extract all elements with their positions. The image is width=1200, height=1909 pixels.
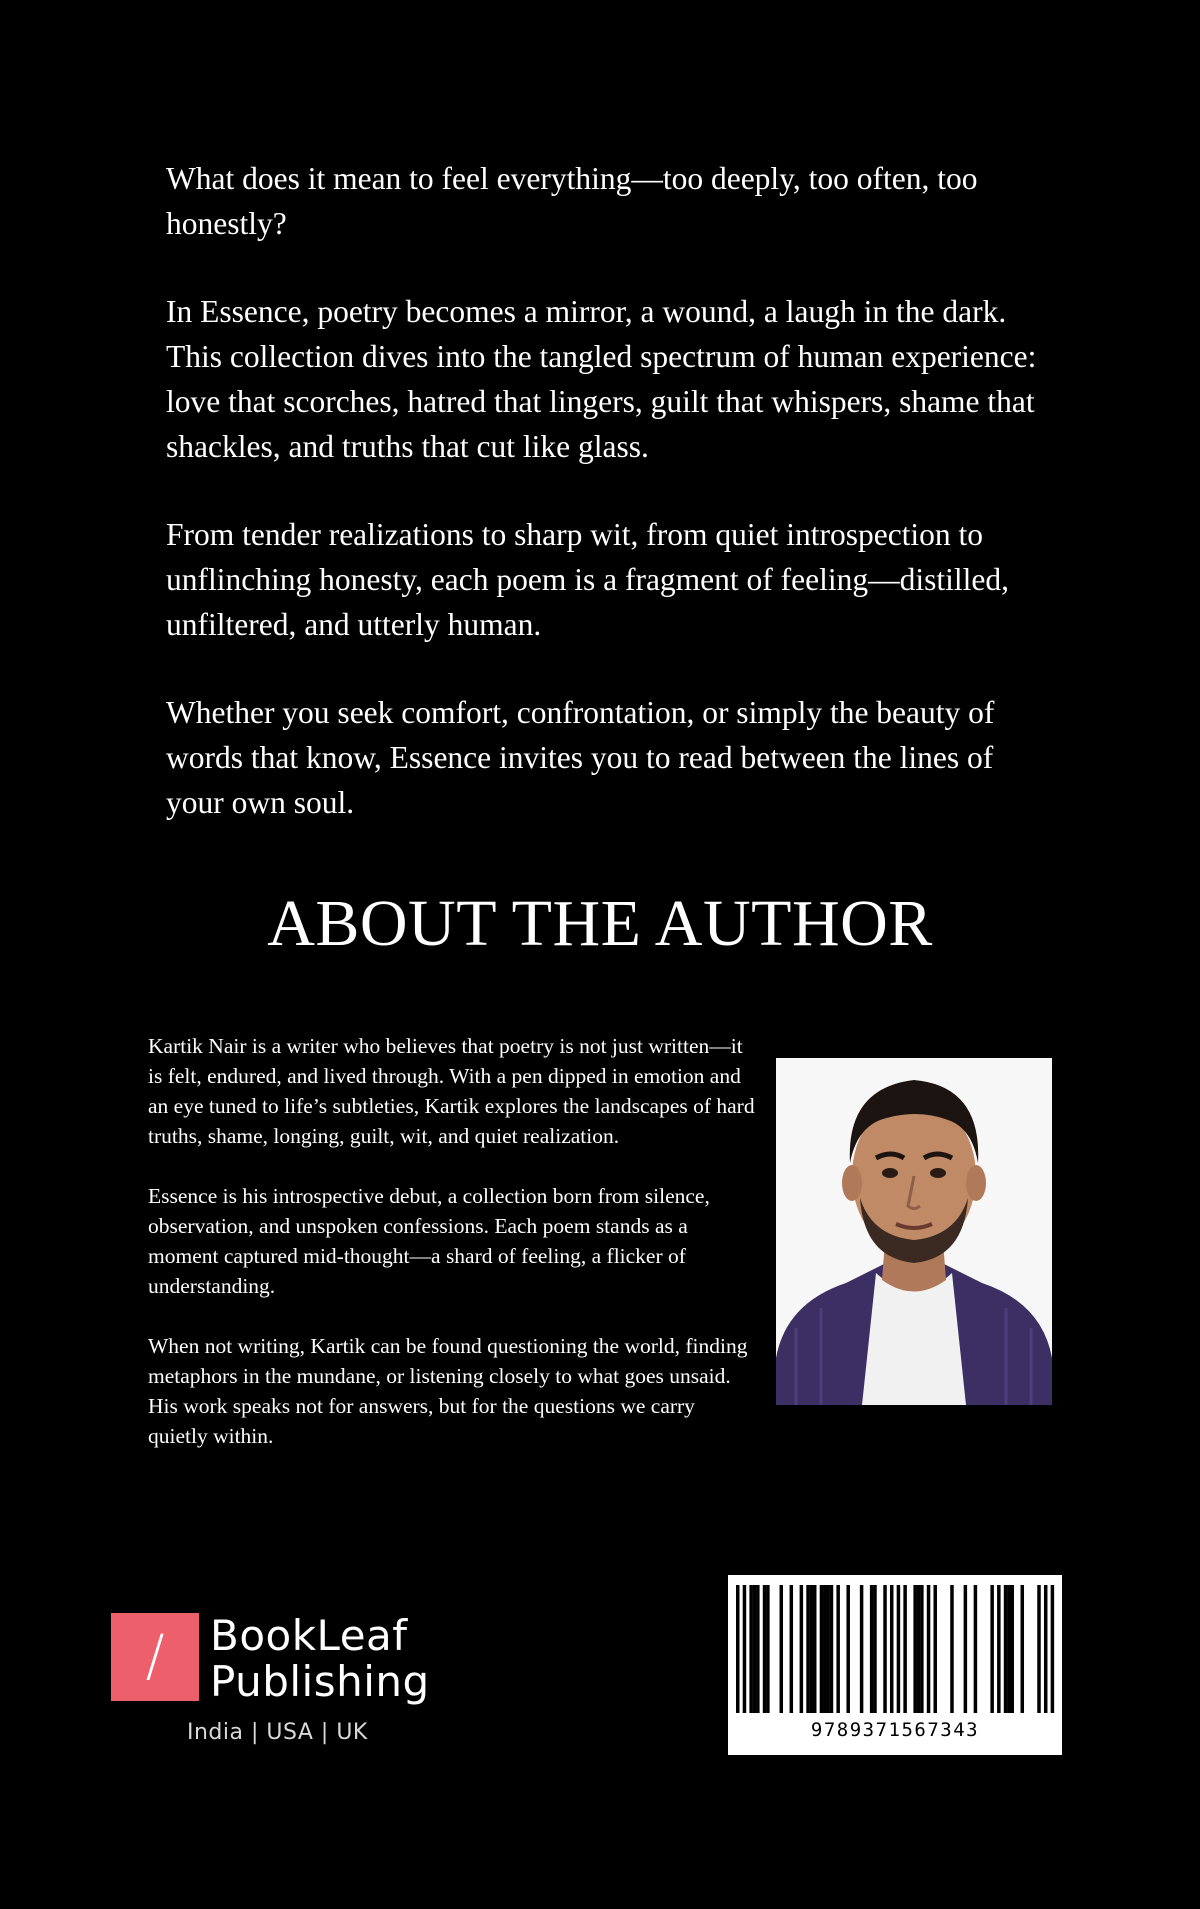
barcode-bar	[1010, 1585, 1014, 1713]
barcode-bar	[836, 1585, 840, 1713]
publisher-mark-icon: /	[111, 1613, 199, 1701]
barcode-bar	[964, 1585, 968, 1713]
barcode-bar	[1037, 1585, 1041, 1713]
barcode-bar	[870, 1585, 874, 1713]
barcode-bar	[950, 1585, 954, 1713]
barcode-bar	[743, 1585, 747, 1713]
publisher-name-line: BookLeaf	[210, 1611, 408, 1660]
barcode-bar	[806, 1585, 810, 1713]
bio-paragraph: When not writing, Kartik can be found questioning the world, finding metaphors in the mundane, or listening closely to what goes unsaid. His work speaks not for answers, but for the questions we carry quietly within.	[148, 1334, 748, 1448]
publisher-name	[210, 1613, 430, 1705]
barcode-bar	[974, 1585, 978, 1713]
barcode-bars	[728, 1575, 1062, 1715]
barcode-bar	[749, 1585, 753, 1713]
barcode-bar	[1007, 1585, 1011, 1713]
author-bio	[148, 1031, 758, 1481]
barcode-bar	[920, 1585, 924, 1713]
barcode-bar	[873, 1585, 877, 1713]
barcode-bar	[823, 1585, 827, 1713]
barcode-bar	[763, 1585, 767, 1713]
barcode-bar	[913, 1585, 917, 1713]
barcode-bar	[1044, 1585, 1048, 1713]
barcode-bar	[846, 1585, 850, 1713]
barcode-bar	[903, 1585, 907, 1713]
publisher-name-line: Publishing	[210, 1657, 430, 1706]
isbn-barcode	[728, 1575, 1062, 1755]
barcode-bar	[766, 1585, 770, 1713]
about-author-heading: ABOUT THE AUTHOR	[267, 887, 933, 960]
barcode-bar	[933, 1585, 937, 1713]
barcode-bar	[820, 1585, 824, 1713]
barcode-bar	[826, 1585, 830, 1713]
barcode-bar	[883, 1585, 887, 1713]
blurb-paragraph: Whether you seek comfort, confrontation, or simply the beauty of words that know, Essence invites you to read between the lines of your own soul.	[166, 695, 995, 820]
publisher-regions: India | USA | UK	[187, 1720, 368, 1745]
blurb-paragraph: From tender realizations to sharp wit, from quiet introspection to unflinching honesty, each poem is a fragment of feeling—distilled, unfiltered, and utterly human.	[166, 517, 1009, 642]
barcode-bar	[897, 1585, 901, 1713]
barcode-bar	[756, 1585, 760, 1713]
barcode-bar	[800, 1585, 804, 1713]
barcode-bar	[927, 1585, 931, 1713]
barcode-bar	[736, 1585, 740, 1713]
barcode-bar	[890, 1585, 894, 1713]
barcode-bar	[997, 1585, 1001, 1713]
barcode-bar	[780, 1585, 784, 1713]
barcode-bar	[813, 1585, 817, 1713]
barcode-bar	[790, 1585, 794, 1713]
barcode-bar	[753, 1585, 757, 1713]
barcode-bar	[830, 1585, 834, 1713]
barcode-bar	[1021, 1585, 1025, 1713]
barcode-bar	[990, 1585, 994, 1713]
author-photo	[776, 1058, 1052, 1405]
barcode-bar	[860, 1585, 864, 1713]
bio-paragraph: Essence is his introspective debut, a collection born from silence, observation, and unspoken confessions. Each poem stands as a moment captured mid-thought—a shard of feeling, a flicker of understanding.	[148, 1184, 710, 1298]
publisher-logo	[111, 1613, 451, 1753]
barcode-bar	[917, 1585, 921, 1713]
author-portrait-illustration	[776, 1058, 1052, 1405]
barcode-bar	[1004, 1585, 1008, 1713]
bio-paragraph: Kartik Nair is a writer who believes that poetry is not just written—it is felt, endured, and lived through. With a pen dipped in emotion and an eye tuned to life’s subtleties, Kartik explores the landscapes of hard truths, shame, longing, guilt, wit, and quiet realization.	[148, 1034, 755, 1148]
blurb-paragraph: In Essence, poetry becomes a mirror, a wound, a laugh in the dark. This collection dives into the tangled spectrum of human experience: love that scorches, hatred that lingers, guilt that whispers, shame that shackles, and truths that cut like glass.	[166, 294, 1037, 464]
barcode-bar	[810, 1585, 814, 1713]
isbn-number: 9789371567343	[810, 1719, 980, 1741]
blurb-paragraph: What does it mean to feel everything—too deeply, too often, too honestly?	[166, 161, 978, 241]
back-cover-blurb	[166, 156, 1046, 868]
barcode-bar	[1051, 1585, 1055, 1713]
